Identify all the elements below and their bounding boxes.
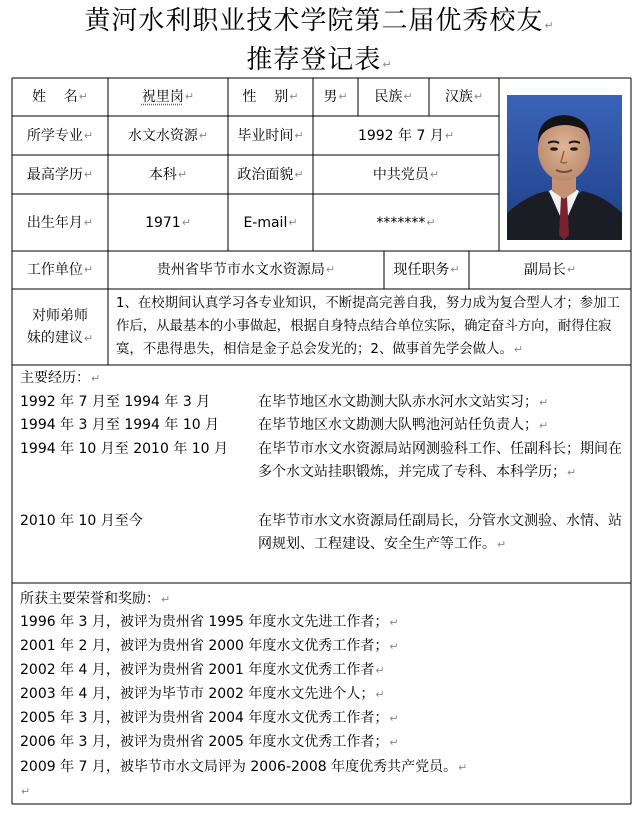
major-value: 水文水资源 ↵ — [127, 127, 209, 144]
experience-desc: 在毕节市水文水资源局任副局长，分管水文测验、水情、站网规划、工程建设、安全生产等工作。↵ — [258, 513, 622, 552]
paragraph-mark: ↵ — [83, 215, 94, 229]
birth-value: 1971 ↵ — [145, 214, 191, 231]
honor-item: 2005 年 3 月，被评为贵州省 2004 年度水文优秀工作者；↵ — [20, 710, 399, 726]
paragraph-mark: ↵ — [83, 167, 94, 181]
ethnicity-label: 民族 ↵ — [374, 89, 413, 105]
paragraph-mark: ↵ — [198, 128, 209, 142]
paragraph-mark: ↵ — [382, 58, 392, 71]
experience-desc: 在毕节市水文水资源局站网测验科工作、任副科长；期间在多个水文站挂职锻炼，并完成了专科、本科学历；↵ — [258, 441, 622, 480]
gender-value: 男 ↵ — [323, 89, 348, 105]
trailing-paragraph-mark — [20, 782, 30, 801]
experience-time: 1992 年 7 月至 1994 年 3 月 — [20, 394, 211, 410]
paragraph-mark: ↵ — [91, 372, 101, 385]
paragraph-mark: ↵ — [389, 712, 399, 725]
honor-item: 2001 年 2 月，被评为贵州省 2000 年度水文优秀工作者；↵ — [20, 638, 399, 654]
paragraph-mark: ↵ — [389, 616, 399, 629]
paragraph-mark: ↵ — [539, 396, 549, 409]
portrait-photo — [507, 95, 622, 240]
paragraph-mark: ↵ — [473, 90, 484, 103]
paragraph-mark: ↵ — [288, 215, 298, 229]
paragraph-mark: ↵ — [444, 128, 455, 142]
paragraph-mark: ↵ — [294, 128, 304, 142]
education-label: 最高学历 ↵ — [26, 166, 94, 183]
grad-value: 1992 年 7 月 ↵ — [357, 127, 455, 144]
paragraph-mark: ↵ — [429, 167, 440, 181]
honor-item: 2003 年 4 月，被评为毕节市 2002 年度水文先进个人；↵ — [20, 686, 385, 702]
political-label: 政治面貌 ↵ — [237, 166, 304, 183]
paragraph-mark: ↵ — [177, 167, 188, 181]
honors-heading: 所获主要荣誉和奖励：↵ — [20, 591, 171, 607]
paragraph-mark: ↵ — [181, 215, 191, 229]
paragraph-mark: ↵ — [567, 466, 577, 479]
paragraph-mark: ↵ — [513, 343, 524, 356]
paragraph-mark: ↵ — [21, 785, 31, 798]
paragraph-mark: ↵ — [375, 664, 385, 677]
education-value: 本科 ↵ — [148, 166, 188, 183]
paragraph-mark: ↵ — [338, 90, 348, 103]
name-label: 姓 名 ↵ — [31, 89, 89, 105]
paragraph-mark: ↵ — [497, 538, 507, 551]
form-title-line2: 推荐登记表↵ — [246, 45, 392, 75]
paragraph-mark: ↵ — [426, 215, 436, 229]
experience-time: 1994 年 3 月至 1994 年 10 月 — [20, 417, 220, 433]
experience-desc: 在毕节地区水文勘测大队赤水河水文站实习；↵ — [258, 394, 549, 410]
grad-label: 毕业时间 ↵ — [237, 127, 304, 144]
paragraph-mark: ↵ — [375, 688, 385, 701]
experience-time: 1994 年 10 月至 2010 年 10 月 — [20, 441, 229, 457]
work-unit-value: 贵州省毕节市水文水资源局 ↵ — [156, 262, 336, 278]
email-value: ******* ↵ — [376, 214, 436, 231]
paragraph-mark: ↵ — [289, 90, 299, 103]
paragraph-mark: ↵ — [83, 128, 94, 142]
paragraph-mark: ↵ — [83, 263, 94, 276]
paragraph-mark: ↵ — [458, 761, 468, 774]
advice-label: 对师弟师妹的建议↵ — [26, 307, 94, 346]
paragraph-mark: ↵ — [403, 90, 413, 103]
paragraph-mark: ↵ — [389, 640, 399, 653]
political-value: 中共党员 ↵ — [372, 166, 440, 183]
paragraph-mark: ↵ — [389, 736, 399, 749]
gender-label: 性 别 ↵ — [242, 89, 299, 105]
paragraph-mark: ↵ — [184, 90, 195, 103]
email-label: E-mail ↵ — [243, 214, 298, 231]
paragraph-mark: ↵ — [161, 593, 171, 606]
honor-item: 1996 年 3 月，被评为贵州省 1995 年度水文先进工作者；↵ — [20, 614, 399, 630]
name-value: 祝里岗 ↵ — [141, 89, 195, 105]
paragraph-mark: ↵ — [539, 419, 549, 432]
paragraph-mark: ↵ — [325, 263, 336, 276]
paragraph-mark: ↵ — [566, 263, 577, 276]
major-label: 所学专业 ↵ — [26, 127, 94, 144]
paragraph-mark: ↵ — [544, 19, 554, 32]
paragraph-mark: ↵ — [294, 167, 304, 181]
birth-label: 出生年月 ↵ — [26, 214, 94, 231]
form-title-line1: 黄河水利职业技术学院第二届优秀校友↵ — [84, 6, 554, 36]
advice-text: 1、在校期间认真学习各专业知识，不断提高完善自我，努力成为复合型人才；参加工作后，从最基本的小事做起，根据自身特点结合单位实际，确定奋斗方向，耐得住寂寞，不患得患失，相信是金子总会发光的；2、做事首先学会做人。↵ — [116, 296, 620, 357]
paragraph-mark: ↵ — [450, 263, 460, 276]
paragraph-mark: ↵ — [83, 331, 94, 345]
honor-item: 2006 年 3 月，被评为贵州省 2005 年度水文优秀工作者；↵ — [20, 734, 399, 750]
position-value: 副局长 ↵ — [523, 262, 577, 278]
experience-heading: 主要经历：↵ — [20, 370, 101, 386]
honor-item: 2009 年 7 月，被毕节市水文局评为 2006-2008 年度优秀共产党员。↵ — [20, 759, 468, 775]
portrait-image — [507, 95, 622, 240]
position-label: 现任职务 ↵ — [393, 262, 460, 278]
ethnicity-value: 汉族 ↵ — [444, 89, 484, 105]
honor-item: 2002 年 4 月，被评为贵州省 2001 年度水文优秀工作者↵ — [20, 662, 385, 678]
experience-time: 2010 年 10 月至今 — [20, 513, 143, 529]
work-unit-label: 工作单位 ↵ — [26, 262, 94, 278]
experience-desc: 在毕节地区水文勘测大队鸭池河站任负责人；↵ — [258, 417, 549, 433]
paragraph-mark: ↵ — [78, 90, 89, 103]
